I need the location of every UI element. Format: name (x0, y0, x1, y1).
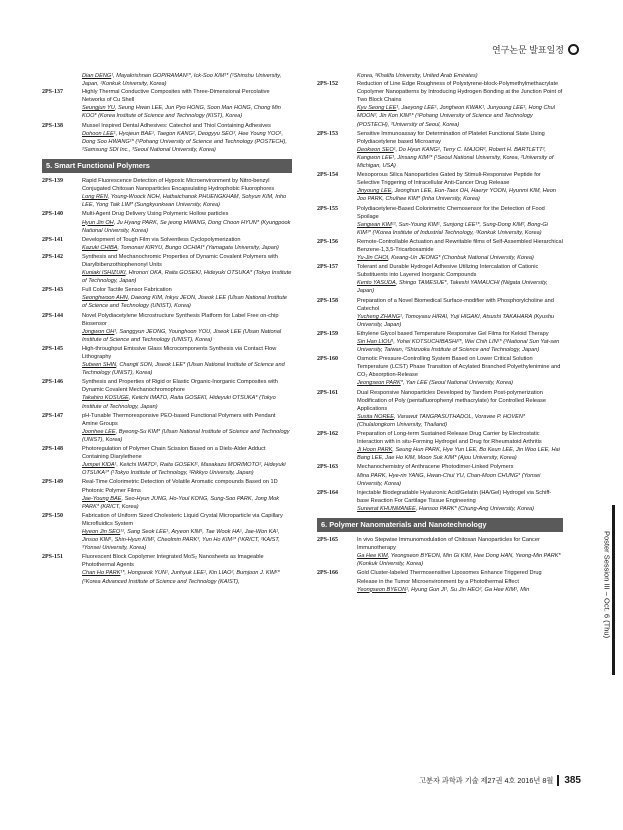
entry-authors (82, 244, 292, 252)
entry-code: 2PS-143 (42, 287, 63, 294)
abstract-entry (42, 253, 292, 285)
entry-code: 2PS-148 (42, 446, 63, 453)
page-footer (419, 775, 581, 786)
entry-authors (82, 269, 292, 285)
presenter-name: Jinyoung LEE (357, 188, 392, 195)
entry-authors (82, 569, 292, 585)
entry-title: Mechanochemistry of Anthracene Photodimer-Linked Polymers (357, 464, 514, 471)
entry-code: 2PS-146 (42, 379, 63, 386)
entry-authors (357, 413, 563, 429)
entry-code: 2PS-153 (317, 130, 338, 137)
entry-code: 2PS-165 (317, 537, 338, 544)
abstract-entry (317, 489, 563, 513)
abstract-entry (317, 463, 563, 487)
abstract-entry (317, 297, 563, 329)
presenter-name: Yu-Jin CHOI (357, 255, 389, 262)
author-list: *, Yan LEE (Seoul National University, Korea) (400, 380, 513, 387)
entry-title: Osmotic Pressure-Controlling System Based on Lower Critical Solution Temperature (LCST) Phase Transition of Acylated Branched Polyethylenimine and CO₂ Absorption-Release (357, 356, 561, 379)
entry-code: 2PS-150 (42, 512, 63, 519)
entry-code: 2PS-163 (317, 464, 338, 471)
presenter-name: Sin Han LIOU (357, 339, 392, 345)
entry-body (82, 478, 292, 510)
entry-title: Injectable Biodegradable Hyaluronic Acid/Gelatin (HA/Gel) Hydrogel via Schiff-base Reaction For Cartilage Tissue Engineering (357, 489, 552, 504)
entry-authors (82, 361, 292, 377)
entry-title: Remote-Controllable Actuation and Rewritable films of Self-Assembled Hierarchical Benzene-1,3,5-Tricarboxamide (357, 238, 563, 253)
abstract-entry (42, 177, 292, 209)
entry-code: 2PS-166 (317, 570, 338, 577)
presenter-name: Hyeon Jin SEO (82, 528, 121, 535)
author-list: Mina PARK, Hye-rin YANG, Hwan-Chul YU, Chan-Moon CHUNG* (Yonsei University, Korea) (357, 472, 541, 487)
author-list: , Changil SON, Jiseok LEE* (Ulsan National Institute of Science and Technology (UNIST), Korea) (82, 362, 285, 377)
entry-authors (357, 472, 563, 488)
entry-authors (357, 254, 563, 262)
entry-title: Highly Thermal Conductive Composites with Three-Dimensional Percolative Networks of Cu Shell (82, 89, 270, 104)
entry-authors (357, 187, 563, 203)
entry-code: 2PS-162 (317, 431, 338, 438)
entry-body (357, 355, 563, 387)
circle-bullet-icon (568, 44, 579, 55)
entry-code: 2PS-160 (317, 356, 338, 363)
entry-body (357, 463, 563, 487)
session-sidebar (597, 505, 615, 675)
author-list: , Seung Hun PARK, Hye Yun LEE, Bo Keun LEE, Jin Woo LEE, Hai Bang LEE, Jae Ho KIM, Moon Suk KIM* (Ajou University, Korea) (357, 447, 560, 462)
presenter-name: Seonghwoon AHN (82, 295, 128, 302)
author-list: , Kwang-Un JEONG* (Chonbuk National University, Korea) (388, 255, 534, 262)
abstract-entry (42, 312, 292, 344)
entry-title: Preparation of a Novel Biomedical Surface-modifier with Phosphorylcholine and Catechol (357, 297, 554, 312)
entry-body (357, 263, 563, 295)
entry-code: 2PS-151 (42, 554, 63, 561)
entry-code: 2PS-164 (317, 489, 338, 496)
presenter-name: Dohoon LEE (82, 130, 114, 137)
entry-authors (82, 528, 292, 552)
abstract-entry (317, 389, 563, 429)
abstract-entry (42, 88, 292, 120)
presenter-name: Sangwan KIM (357, 221, 392, 228)
entry-authors (82, 328, 292, 344)
author-list: ¹, Keiichi IMATO¹, Raita GOSEKI¹, Masakazu MORIMOTO², Hideyuki OTSUKA¹* (¹Tokyo Institute of Technology, ²Rikkyo University, Japan) (82, 462, 286, 477)
right-column (317, 72, 563, 595)
author-list: ¹, Do Hyun KANG², Terry C. MAJOR², Robert H. BARTLETT², Kangwon LEE¹, Jinsang KIM²* (¹Seoul National University, Korea, ²University of Michigan, USA) (357, 146, 554, 170)
entry-code: 2PS-149 (42, 479, 63, 486)
entry-code: 2PS-158 (317, 297, 338, 304)
author-list: ¹², Sang Seok LEE¹, Aryeon KIM¹, Tae Wook HA¹, Jae-Won KA¹, Jinsoo KIM¹, Shin-Hyun KIM², Cheolmin PARK³, Yun Ho KIM¹* (¹KRICT, ²KAIST, ³Yonsei University, Korea) (82, 528, 280, 552)
entry-title: Dual Responsive Nanoparticles Developed by Tandem Post-polymerization Modification of Poly (pentafluorophenyl methacrylate) for Controlled Release Applications (357, 389, 547, 412)
entry-authors (357, 313, 563, 329)
entry-authors (82, 193, 292, 209)
presenter-name: Jeongseon PARK (357, 380, 401, 387)
page-header (492, 43, 579, 56)
entry-body (357, 569, 563, 593)
entry-authors (357, 146, 563, 170)
presenter-name: Ga Hee KIM (357, 553, 388, 560)
author-list: , Shingo TAMESUE*, Takeshi YAMAUCHI (Niigata University, Japan) (357, 280, 548, 295)
entry-body (82, 378, 292, 410)
entry-title: Multi-Agent Drug Delivery Using Polymeric Hollow particles (82, 211, 229, 218)
entry-authors (82, 428, 292, 444)
entry-body (82, 88, 292, 120)
author-list: ¹, Jaeyong LEE¹, Jongheon KWAK¹, Junyoung LEE¹, Hong Chul MOON², Jin Kon KIM¹* (¹Pohang University of Science and Technology (POSTECH), ²University of Seoul, Korea) (357, 105, 555, 128)
entry-body (357, 171, 563, 203)
entry-code: 2PS-144 (42, 312, 63, 319)
author-list: , Keiichi IMATO, Raita GOSEKI, Hideyuki OTSUKA* (Tokyo Institute of Technology, Japan) (82, 395, 276, 410)
presenter-name: Yeongseon BYEON (357, 586, 407, 593)
entry-authors (82, 130, 292, 154)
presenter-name: Jumpei KIDA (82, 462, 115, 469)
left-column (42, 72, 292, 587)
entry-authors (357, 446, 563, 462)
section-header-polymer-nanomaterials: 6. Polymer Nanomaterials and Nanotechnology (317, 518, 563, 532)
entry-authors (357, 104, 563, 128)
abstract-entry (42, 445, 292, 477)
presenter-name: Kazuki CHIBA (82, 244, 118, 251)
entry-authors (357, 586, 563, 594)
author-list: ¹, Tomoyasu HIRAI, Yuji HIGAKI, Atsushi TAKAHARA (Kyushu University, Japan) (357, 313, 555, 328)
entry-authors (357, 338, 563, 354)
abstract-entry (317, 569, 563, 593)
author-list: ¹, Hyojeun BAE¹, Taegon KANG², Deogyyu SEO³, Hee Young YOO¹, Dong Soo HWANG¹* (¹Pohang University of Science and Technology (POSTECH), ²Samsung SDI Inc., ³Seoul National University, Korea) (82, 130, 287, 153)
entry-body (357, 238, 563, 262)
presenter-name: Chan Ho PARK (82, 570, 121, 577)
abstract-entry (42, 122, 292, 154)
presenter-name: Seungjun YU (82, 105, 115, 112)
author-list: , Ju Hyang PARK, Se jeong HWANG, Dong Choon HYUN* (Kyungpook National University, Korea) (82, 219, 291, 234)
entry-code: 2PS-145 (42, 345, 63, 352)
entry-body (357, 130, 563, 170)
entry-title: Synthesis and Properties of Rigid or Elastic Organic-Inorganic Composites with Dynamic Covalent Mechanochromophore (82, 379, 278, 394)
entry-title: Synthesis and Mechanochromic Properties of Dynamic Covalent Polymers with Diarylbibenzothiophenonyl Units (82, 253, 278, 268)
entry-code: 2PS-154 (317, 172, 338, 179)
author-list: , Seo-Hyun JUNG, Ho-Youl KONG, Sung-Soo PARK, Jong Mok PARK* (KRICT, Korea) (82, 495, 280, 510)
entry-title: Fluorescent Block Copolymer Integrated MoS₂ Nanosheets as Imageable Photothermal Agents (82, 554, 264, 569)
abstract-entry (317, 355, 563, 387)
entry-authors (82, 104, 292, 120)
entry-title: Sensitive Immunoassay for Determination of Platelet Functional State Using Polydiacetylene based Microarray (357, 130, 545, 145)
entry-body (82, 553, 292, 585)
entry-body (357, 297, 563, 329)
entry-authors (357, 379, 563, 387)
page-number: 385 (557, 775, 581, 786)
entry-body (82, 210, 292, 234)
entry-title: Development of Tough Film via Solventless Cyclopolymerization (82, 236, 241, 243)
author-list: Korea, ²Khalifa University, United Arab Emirates) (357, 73, 478, 79)
entry-authors (82, 394, 292, 410)
entry-code: 2PS-142 (42, 253, 63, 260)
author-list: , Varawut TANGPASUTHADOL, Voravee P. HOVEN* (Chulalongkorn University, Thailand) (357, 413, 526, 428)
entry-authors (82, 461, 292, 477)
abstract-entry (317, 536, 563, 568)
entry-code: 2PS-139 (42, 178, 63, 185)
entry-code: 2PS-159 (317, 330, 338, 337)
entry-body (82, 312, 292, 344)
entry-body (82, 345, 292, 377)
presenter-name: Hyun Jin OH (82, 219, 114, 226)
abstract-entry (42, 286, 292, 310)
entry-authors (82, 219, 292, 235)
abstract-entry (317, 205, 563, 237)
entry-title: Tolerant and Durable Hydrogel Adhesive Utilizing Intercalation of Cationic Substituents into Layered Inorganic Compounds (357, 264, 539, 279)
author-list: ¹, Hyung Gun JI¹, Su Jin HEO², Ga Hee KIM¹, Min (406, 586, 530, 593)
entry-code: 2PS-156 (317, 238, 338, 245)
author-list: ¹*, Hongseok YUN¹, Junhyuk LEE¹, Kin LIAO², Bumjoon J. KIM¹* (¹Korea Advanced Institute of Science and Technology (KAIST), (82, 570, 280, 585)
entry-authors (357, 279, 563, 295)
entry-authors (82, 495, 292, 511)
entry-title: Polydiacetylene-Based Colorimetric Chemosensor for the Detection of Food Spoilage (357, 205, 545, 220)
abstract-entry (42, 412, 292, 444)
entry-body (82, 286, 292, 310)
entry-code: 2PS-140 (42, 211, 63, 218)
entry-body (357, 489, 563, 513)
presenter-name: Kyu Seong LEE (357, 105, 397, 112)
abstract-entry (42, 210, 292, 234)
author-list: , Jeonghun LEE, Eun-Taex OH, Haeryr YOON, Hyunmi KIM, Heon Joo PARK, Chulhee KIM* (Inha University, Korea) (357, 188, 556, 203)
author-list: ¹, Sanggyun JEONG, Younghoon YOU, Jiseok LEE (Ulsan National Institute of Science and Technology (UNIST), Korea) (82, 328, 282, 343)
presenter-name: Deokwon SEO (357, 146, 394, 153)
entry-title: Fabrication of Uniform Sized Cholesteric Liquid Crystal Microparticle via Capillary Microfluidics System (82, 512, 283, 527)
presenter-name: Jongwon OH (82, 328, 115, 335)
abstract-entry (42, 512, 292, 552)
section-header-smart-functional-polymers: 5. Smart Functional Polymers (42, 159, 292, 173)
presenter-name: Sureerat KHUNMANEE (357, 505, 416, 512)
author-list: , Hironori OKA, Raita GOSEKI, Hideyuki OTSUKA* (Tokyo Institute of Technology, Japan) (82, 270, 292, 285)
author-list: , Hansoo PARK* (Chung-Ang University, Korea) (415, 505, 535, 512)
presenter-name: Kuniaki ISHIZUKI (82, 270, 126, 277)
entry-title: Preparation of Long-term Sustained Release Drug Carrier by Electrostatic Interaction with in situ-Forming Hydrogel and Drug for Rheumatoid Arthritis (357, 431, 542, 446)
entry-title: Real-Time Colorimetric Detection of Volatile Aromatic compounds Based on 1D Photonic Polymer Films (82, 479, 278, 494)
abstract-entry (42, 553, 292, 585)
abstract-entry (317, 238, 563, 262)
presenter-name: Subeen SHIN (82, 362, 117, 369)
entry-body (82, 236, 292, 252)
author-list: , Yeongseon BYEON, Min Gi KIM, Hee Dong HAN, Yeong-Min PARK* (Konkuk University, Korea) (357, 553, 561, 568)
entry-body (357, 430, 563, 462)
entry-title: In vivo Stepwise Immunomodulation of Chitosan Nanoparticles for Cancer Immunotherapy (357, 537, 540, 552)
entry-body (82, 177, 292, 209)
entry-body (357, 389, 563, 429)
author-list: , Daeong KIM, Inkyu JEON, Jiseok LEE (Ulsan National Institute of Science and Technology (UNIST), Korea) (82, 295, 288, 310)
entry-body (82, 253, 292, 285)
author-list: ¹², Sun-Young KIM¹, Sunjong LEE¹*, Sung-Dong KIM², Bong-Gi KIM¹* (¹Korea Institute of Industrial Technology, ²Konkuk University, Korea) (357, 221, 548, 236)
sidebar-bar (612, 505, 615, 675)
author-list: , Seung Hwan LEE, Jun Pyo HONG, Soon Man HONG, Chong Min KOO* (Korea Institute of Science and Technology (KIST), Korea) (82, 105, 281, 120)
entry-title: Mussel Inspired Dental Adhesives: Catechol and Thiol Containing Adhesives (82, 122, 271, 129)
entry-body (357, 536, 563, 568)
author-list: ¹, Yohei KOTSUCHIBASHI²*, Wei Chih LIN¹* (¹National Sun Yat-sen University, Taiwan, ²Shizuoka Institute of Science and Technology, Japan) (357, 339, 560, 354)
entry-title: High-throughput Emissive Glass Microcomponents Synthesis via Contact Flow Lithography (82, 345, 277, 360)
entry-body (82, 445, 292, 477)
entry-code: 2PS-152 (317, 81, 338, 88)
entry-code: 2PS-138 (42, 122, 63, 129)
presenter-name: Dian DENG (82, 73, 112, 79)
author-list: , Byeong-Su KIM* (Ulsan National Institute of Science and Technology (UNIST), Korea) (82, 428, 290, 443)
entry-code: 2PS-155 (317, 205, 338, 212)
entry-title: Full Color Tactile Sensor Fabrication (82, 287, 172, 294)
abstract-entry (317, 80, 563, 129)
author-list: , Young-Woock NOH, Hathaichanok PHUENGKHAM, Sohyun KIM, Inho LEE, Yong Taik LIM* (Sungkyunkwan University, Korea) (82, 194, 287, 209)
entry-authors (82, 294, 292, 310)
abstract-entry (42, 345, 292, 377)
journal-info: 고분자 과학과 기술 제27권 4호 2016년 8월 (419, 775, 554, 785)
entry-body (82, 122, 292, 154)
entry-code: 2PS-157 (317, 264, 338, 271)
entry-continuation (317, 72, 563, 80)
presenter-name: Yucheng ZHANG (357, 313, 401, 320)
header-title: 연구논문 발표일정 (491, 45, 564, 55)
abstract-entry (42, 236, 292, 252)
entry-authors (357, 552, 563, 568)
abstract-entry (317, 330, 563, 354)
abstract-entry (317, 263, 563, 295)
presenter-name: Joonhee LEE (82, 428, 116, 435)
abstract-entry (317, 130, 563, 170)
abstract-entry (42, 478, 292, 510)
sidebar-label: Poster Session III – Oct. 6 (Thu) (602, 530, 612, 639)
entry-title: Novel Polydiacetylene Microstructure Synthesis Platform for Label Free on-chip Biosensor (82, 312, 279, 327)
entry-title: Mesoporous Silica Nanoparticles Gated by Stimuli-Responsive Peptide for Selective Triggering of Intracellular Anti-Cancer Drug Release (357, 172, 541, 187)
abstract-entry (42, 378, 292, 410)
entry-body (82, 512, 292, 552)
presenter-name: Long REN (82, 194, 108, 201)
presenter-name: Susita NOREE (357, 413, 394, 420)
entry-code: 2PS-137 (42, 89, 63, 96)
entry-continuation (42, 72, 292, 88)
entry-body (357, 330, 563, 354)
abstract-entry (317, 171, 563, 203)
entry-title: pH-Tunable Thermoresponsive PEO-based Functional Polymers with Pendant Amine Groups (82, 412, 276, 427)
entry-code: 2PS-161 (317, 389, 338, 396)
abstract-entry (317, 430, 563, 462)
author-list: , Tomonari KIRYU, Bungo OCHIAI* (Yamagata University, Japan) (117, 244, 279, 251)
entry-body (82, 412, 292, 444)
entry-body (357, 80, 563, 129)
entry-title: Gold Cluster-labeled Thermosensitive Liposomes Enhance Triggered Drug Release in the Tumor Microenvironment by a Photothermal Effect (357, 570, 542, 585)
entry-title: Ethylene Glycol based Temperature Responsive Gel Films for Keloid Therapy (357, 330, 549, 337)
presenter-name: Kento YASUDA (357, 280, 396, 287)
entry-title: Reduction of Line Edge Roughness of Polystyrene-block-Polymethylmethacrylate Copolymer Nanopatterns by Introducing Hydrogen Bonding at the Junction Point of Two Block Chains (357, 81, 563, 104)
presenter-name: Jae-Young BAE (82, 495, 122, 502)
entry-title: Photoregulation of Polymer Chain Scission Based on a Diels-Alder Adduct Containing Diarylethene (82, 446, 266, 461)
entry-authors (357, 505, 563, 513)
entry-code: 2PS-141 (42, 236, 63, 243)
entry-title: Rapid Fluorescence Detection of Hypoxic Microenvironment by Nitro-benzyl Conjugated Chitosan Nanoparticles Encapsulating Hydrophobic Fluorophores (82, 178, 275, 193)
author-list: ¹, Mayakrishnan GOPIRAMAN¹*, Ick-Soo KIM¹* (¹Shinshu University, Japan, ²Konkuk University, Korea) (82, 73, 282, 88)
entry-authors (357, 221, 563, 237)
entry-body (357, 205, 563, 237)
presenter-name: Takahiro KOSUGE (82, 395, 129, 402)
presenter-name: Ji Hoon PARK (357, 447, 393, 454)
entry-code: 2PS-147 (42, 412, 63, 419)
